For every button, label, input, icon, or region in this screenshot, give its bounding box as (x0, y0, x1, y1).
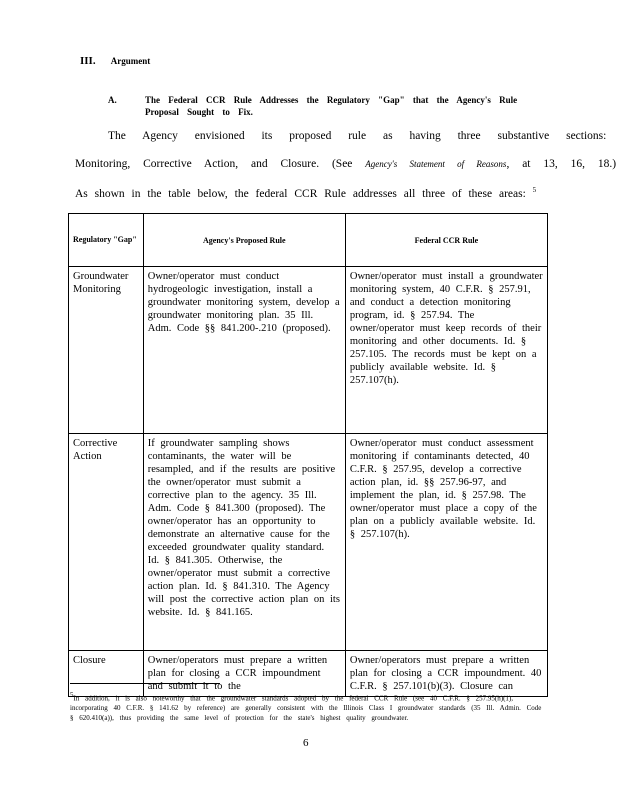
proposed-rule-cell: Owner/operator must conduct hydrogeologic investigation, install a groundwater monitoring system, develop a groundwater monitoring plan. 35 Ill. Adm. Code §§ 841.200-.210 (proposed). (143, 267, 345, 434)
comparison-table (68, 213, 548, 697)
footnote-reference: 5 (532, 186, 537, 194)
federal-rule-cell: Owner/operator must install a groundwater monitoring system, 40 C.F.R. § 257.91, and conduct a detection monitoring program, id. § 257.94. The owner/operator must keep records of their monitoring and other documents. Id. § 257.105. The records must be kept on a publicly available website. Id. § 257.107(h). (345, 267, 547, 434)
table-row (69, 434, 548, 651)
federal-rule-cell: Owner/operator must conduct assessment monitoring if contaminants detected, 40 C.F.R. § 257.95, develop a corrective action plan, id. §§ 257.96-97, and implement the plan, id. § 257.98. The owner/operator must place a copy of the plan on a publicly available website. Id. § 257.107(h). (345, 434, 547, 651)
table-row (69, 267, 548, 434)
proposed-rule-cell: If groundwater sampling shows contaminants, the water will be resampled, and if the results are positive the owner/operator must submit a corrective plan to the agency. 35 Ill. Adm. Code § 841.300 (proposed). The owner/operator has an opportunity to demonstrate an alternative cause for the exceeded groundwater quality standard. Id. § 841.305. Otherwise, the owner/operator must submit a corrective action plan. Id. § 841.310. The Agency will post the corrective action plan on its website. Id. § 841.165. (143, 434, 345, 651)
federal-rule-cell: Owner/operators must prepare a written plan for closing a CCR impoundment. 40 C.F.R. § 257.101(b)(3). Closure can (345, 651, 547, 697)
page-number: 6 (303, 737, 309, 749)
gap-cell: Corrective Action (69, 434, 144, 651)
body-line-1: The Agency envisioned its proposed rule as having three substantive sections: (108, 130, 607, 142)
header-regulatory-gap: Regulatory "Gap" (69, 214, 144, 267)
header-federal-ccr-rule: Federal CCR Rule (345, 214, 547, 267)
gap-cell: Closure (69, 651, 144, 697)
footnote-text: In addition, it is also noteworthy that the groundwater standards adopted by the federal CCR Rule (see 40 C.F.R. § 257.95(h)(1), incorporating 40 C.F.R. § 141.62 by reference) are generally consistent with the Illinois Class I groundwater standards (35 Ill. Admin. Code § 620.410(a)), thus providing the same level of protection for the state's highest quality groundwater. (70, 694, 542, 723)
header-agency-proposed-rule: Agency's Proposed Rule (143, 214, 345, 267)
body-line-2 (75, 158, 616, 170)
statement-of-reasons-citation: Agency's Statement of Reasons (365, 159, 507, 169)
footnote (70, 690, 546, 723)
section-heading (80, 55, 150, 67)
section-number: III. (80, 55, 96, 67)
proposed-rule-cell: Owner/operators must prepare a written plan for closing a CCR impoundment and submit it to the (143, 651, 345, 697)
section-title: Argument (110, 56, 151, 66)
body-line-2-end: , at 13, 16, 18.) (506, 158, 617, 170)
table-header-row (69, 214, 548, 267)
footnote-marker: 5 (70, 691, 74, 699)
subheading-letter: A. (108, 95, 117, 105)
footnote-divider (70, 683, 220, 684)
body-line-3-text: As shown in the table below, the federal CCR Rule addresses all three of these areas: (75, 187, 526, 200)
body-line-2-start: Monitoring, Corrective Action, and Closure. (See (75, 158, 353, 170)
body-line-3 (75, 186, 536, 200)
subheading-text: The Federal CCR Rule Addresses the Regulatory "Gap" that the Agency's Rule Proposal Sought to Fix. (145, 95, 518, 117)
gap-cell: Groundwater Monitoring (69, 267, 144, 434)
